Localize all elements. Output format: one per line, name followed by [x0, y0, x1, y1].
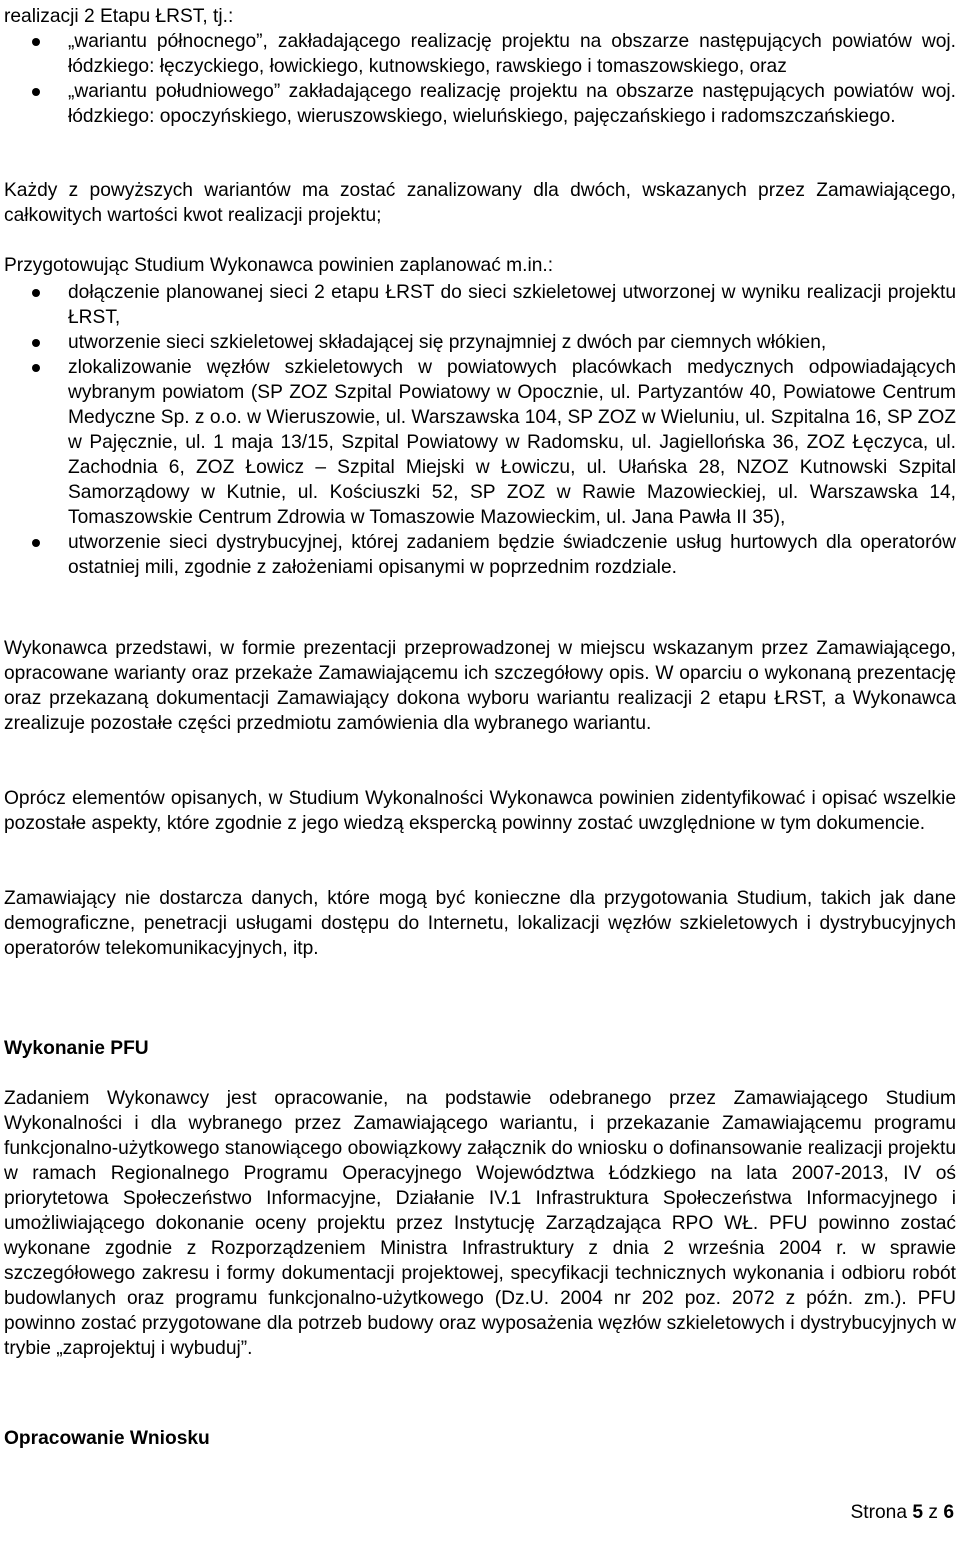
- list-item-text: utworzenie sieci dystrybucyjnej, której zadaniem będzie świadczenie usług hurtowych dla operatorów ostatniej mili, zgodnie z założeniami opisanymi w poprzednim rozdziale.: [68, 532, 956, 578]
- variants-note: Każdy z powyższych wariantów ma zostać zanalizowany dla dwóch, wskazanych przez Zamawiającego, całkowitych wartości kwot realizacji projektu;: [4, 180, 956, 226]
- list-item: [4, 280, 956, 330]
- bullet-icon: [32, 364, 40, 372]
- paragraph-data: Zamawiający nie dostarcza danych, które mogą być konieczne dla przygotowania Studium, takich jak dane demograficzne, penetracji usługami dostępu do Internetu, lokalizacji węzłów szkieletowych i dystrybucyjnych operatorów telekomunikacyjnych, itp.: [4, 888, 956, 959]
- section-heading-pfu: Wykonanie PFU: [4, 1038, 149, 1059]
- bullet-icon: [32, 88, 40, 96]
- list-item-text: zlokalizowanie węzłów szkieletowych w powiatowych placówkach medycznych odpowiadających wybranym powiatom (SP ZOZ Szpital Powiatowy w Opocznie, ul. Partyzantów 40, Powiatowe Centrum Medyczne Sp. z o.o. w Wieruszowie, ul. Warszawska 104, SP ZOZ w Wieluniu, ul. Szpitalna 16, SP ZOZ w Pajęcznie, ul. 1 maja 13/15, Szpital Powiatowy w Radomsku, ul. Jagiellońska 36, ZOZ Łęczyca, ul. Zachodnia 6, ZOZ Łowicz – Szpital Miejski w Łowiczu, ul. Ułańska 28, NZOZ Kutnowski Szpital Samorządowy w Kutnie, ul. Kościuszki 52, SP ZOZ w Rawie Mazowieckiej, ul. Warszawska 14, Tomaszowskie Centrum Zdrowia w Tomaszowie Mazowieckim, ul. Jana Pawła II 35),: [68, 357, 956, 528]
- paragraph-presentation: Wykonawca przedstawi, w formie prezentacji przeprowadzonej w miejscu wskazanym przez Zamawiającego, opracowane warianty oraz przekaże Zamawiającemu ich szczegółowy opis. W oparciu o wykonaną prezentację oraz przekazaną dokumentacji Zamawiający dokona wyboru wariantu realizacji 2 etapu ŁRST, a Wykonawca zrealizuje pozostałe części przedmiotu zamówienia dla wybranego wariantu.: [4, 638, 956, 734]
- list-item-text: utworzenie sieci szkieletowej składającej się przynajmniej z dwóch par ciemnych włókien,: [68, 332, 827, 353]
- bullet-icon: [32, 339, 40, 347]
- list-item: [4, 79, 956, 129]
- paragraph-other-aspects: Oprócz elementów opisanych, w Studium Wykonalności Wykonawca powinien zidentyfikować i opisać wszelkie pozostałe aspekty, które zgodnie z jego wiedzą ekspercką powinny zostać uwzględnione w tym dokumencie.: [4, 788, 956, 834]
- list-item: [4, 29, 956, 79]
- list-item: [4, 530, 956, 580]
- list-item: [4, 355, 956, 530]
- footer-label: Strona: [850, 1502, 908, 1523]
- footer-current-page: 5: [912, 1502, 924, 1523]
- list-item-text: dołączenie planowanej sieci 2 etapu ŁRST do sieci szkieletowej utworzonej w wyniku realizacji projektu ŁRST,: [68, 282, 956, 328]
- bullet-icon: [32, 289, 40, 297]
- list-item-text: „wariantu północnego”, zakładającego realizację projektu na obszarze następujących powiatów woj. łódzkiego: łęczyckiego, łowickiego, kutnowskiego, rawskiego i tomaszowskiego, oraz: [68, 31, 956, 77]
- planning-list: [4, 280, 956, 580]
- footer-total-pages: 6: [943, 1502, 954, 1523]
- intro-line: realizacji 2 Etapu ŁRST, tj.:: [4, 6, 234, 27]
- planning-intro: Przygotowując Studium Wykonawca powinien zaplanować m.in.:: [4, 255, 554, 276]
- page-footer: [850, 1500, 954, 1525]
- footer-separator: z: [928, 1502, 938, 1523]
- list-item-text: „wariantu południowego” zakładającego realizację projektu na obszarze następujących powiatów woj. łódzkiego: opoczyńskiego, wieruszowskiego, wieluńskiego, pajęczańskiego i radomszczańskiego.: [68, 81, 956, 127]
- paragraph-pfu: Zadaniem Wykonawcy jest opracowanie, na podstawie odebranego przez Zamawiającego Studium Wykonalności i dla wybranego przez Zamawiającego wariantu, i przekazanie Zamawiającemu programu funkcjonalno-użytkowego stanowiącego obowiązkowy załącznik do wniosku o dofinansowanie realizacji projektu w ramach Regionalnego Programu Operacyjnego Województwa Łódzkiego na lata 2007-2013, IV oś priorytetowa Społeczeństwo Informacyjne, Działanie IV.1 Infrastruktura Społeczeństwa Informacyjnego i umożliwiającego dokonanie oceny projektu przez Instytucję Zarządzająca RPO WŁ. PFU powinno zostać wykonane zgodnie z Rozporządzeniem Ministra Infrastruktury z dnia 2 września 2004 r. w sprawie szczegółowego zakresu i formy dokumentacji projektowej, specyfikacji technicznych wykonania i odbioru robót budowlanych oraz programu funkcjonalno-użytkowego (Dz.U. 2004 nr 202 poz. 2072 z późn. zm.). PFU powinno zostać przygotowane dla potrzeb budowy oraz wyposażenia węzłów szkieletowych i dystrybucyjnych w trybie „zaprojektuj i wybuduj”.: [4, 1088, 956, 1359]
- bullet-icon: [32, 38, 40, 46]
- variants-list: [4, 29, 956, 129]
- bullet-icon: [32, 539, 40, 547]
- list-item: [4, 330, 956, 355]
- section-heading-wniosek: Opracowanie Wniosku: [4, 1428, 210, 1449]
